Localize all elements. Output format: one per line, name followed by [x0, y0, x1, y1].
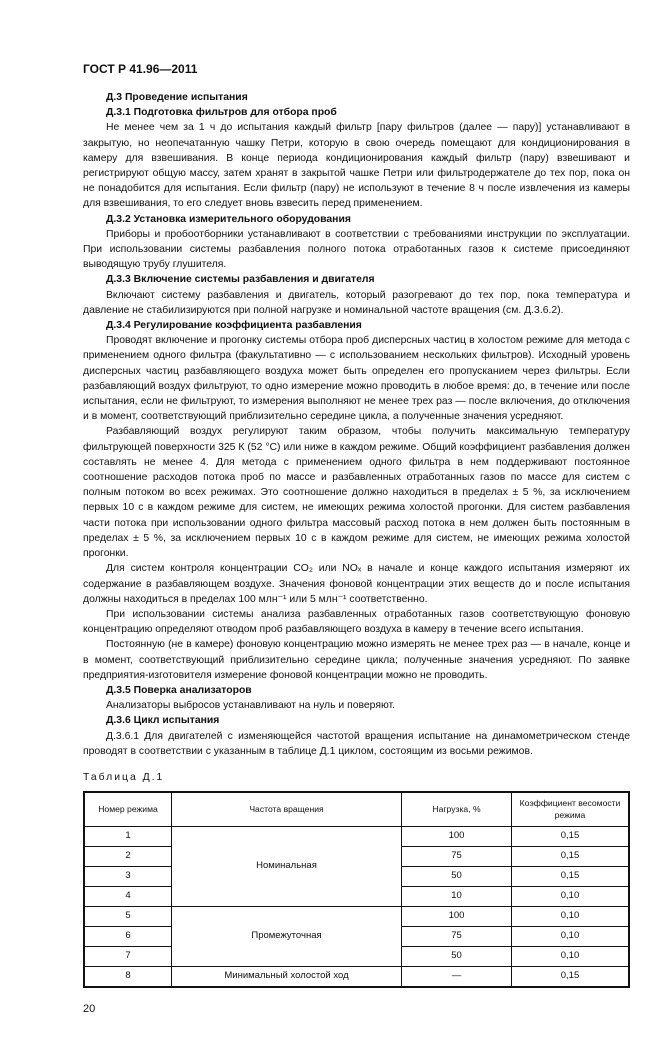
paragraph: Анализаторы выбросов устанавливают на нуль и поверяют. [106, 700, 396, 712]
table-cell: 0,15 [512, 866, 630, 886]
section-heading: Д.3.4 Регулирование коэффициента разбавления [106, 320, 362, 332]
table-cell: 10 [402, 886, 512, 906]
section-heading: Д.3.1 Подготовка фильтров для отбора проб [106, 107, 337, 119]
section-heading: Д.3.2 Установка измерительного оборудования [106, 213, 351, 225]
table-cell: 1 [84, 826, 172, 846]
table-cell: Номинальная [172, 826, 402, 906]
document-header: ГОСТ Р 41.96—2011 [83, 62, 198, 76]
table-cell: 3 [84, 866, 172, 886]
table-cell: — [402, 966, 512, 987]
table-caption: Таблица Д.1 [83, 771, 165, 783]
table-row [84, 826, 629, 846]
paragraph: Включают систему разбавления и двигатель, который разогревают до тех пор, пока температура и давление не стабилизируются при полной нагрузке и номинальной частоте вращения (см. Д.3.6.2). [83, 289, 630, 316]
table-cell: 0,10 [512, 926, 630, 946]
table-cell: 75 [402, 846, 512, 866]
table-cell: 75 [402, 926, 512, 946]
paragraph: Постоянную (не в камере) фоновую концентрацию можно измерять не менее трех раз — в начале, конце и в момент, соответствующий приблизительно середине цикла; полученные значения усредняют. По заявке предприятия-изготовителя измерение фоновой концентрации можно не проводить. [83, 639, 630, 681]
table-cell: Промежуточная [172, 906, 402, 966]
table-cell: 50 [402, 946, 512, 966]
col-header: Частота вращения [172, 792, 402, 827]
col-header: Нагрузка, % [402, 792, 512, 827]
paragraph: Проводят включение и прогонку системы отбора проб дисперсных частиц в холостом режиме для метода с применением одного фильтра (факультативно — с использованием нескольких фильтров). Исходный уровень дисперсных частиц разбавляющего воздуха может быть определен его пропусканием через фильтры. Если разбавляющий воздух фильтруют, то одно измерение можно проводить в любое время: до, в течение или после испытания, если не фильтруют, то измерения выполняют не менее трех раз — после включения, до отключения и в момент, соответствующий приблизительно середине цикла, а полученные значения усредняют. [83, 335, 630, 423]
table-row [84, 906, 629, 926]
paragraph: Приборы и пробоотборники устанавливают в соответствии с требованиями инструкции по эксплуатации. При использовании системы разбавления полного потока отработанных газов к системе присоединяют выводящую трубу глушителя. [83, 228, 630, 271]
section-heading: Д.3.6 Цикл испытания [106, 715, 220, 727]
paragraph: При использовании системы анализа разбавленных отработанных газов соответствующую фоновую концентрацию определяют отводом проб разбавляющего воздуха в камеру в течение всего испытания. [83, 608, 630, 636]
page-number: 20 [83, 1002, 96, 1015]
col-header: Коэффициент весомости режима [512, 792, 630, 827]
table-cell: 5 [84, 906, 172, 926]
table-cell: 6 [84, 926, 172, 946]
paragraph: Д.3.6.1 Для двигателей с изменяющейся частотой вращения испытание на динамометрическом стенде проводят в соответствии с указанным в таблице Д.1 циклом, состоящим из восьми режимов. [83, 730, 630, 757]
section-heading: Д.3.5 Поверка анализаторов [106, 684, 252, 696]
table-cell: 100 [402, 826, 512, 846]
section-heading: Д.3.3 Включение системы разбавления и двигателя [106, 274, 375, 286]
document-body [83, 90, 630, 759]
col-header: Номер режима [84, 792, 172, 827]
table-cell: 50 [402, 866, 512, 886]
section-heading: Д.3 Проведение испытания [106, 92, 248, 103]
table-d1 [83, 791, 630, 988]
table-cell: 2 [84, 846, 172, 866]
paragraph: Разбавляющий воздух регулируют таким образом, чтобы получить максимальную температуру фильтрующей поверхности 325 К (52 °С) или ниже в каждом режиме. Общий коэффициент разбавления должен составлять не менее 4. Для метода с применением одного фильтра в нем поддерживают постоянное соотношение расходов потока проб по массе и разбавленных отработанных газов по массе для систем с полным потоком во всех режимах. Это соотношение должно находиться в пределах ± 5 %, за исключением первых 10 с в каждом режиме для систем, не имеющих режима холостой прогонки. Для систем разбавления части потока при использовании одного фильтра массовый расход потока в нем должен быть постоянным в пределах ± 5 %, за исключением первых 10 с в каждом режиме для систем, не имеющих режима холостой прогонки. [83, 426, 630, 560]
table-cell: 0,10 [512, 946, 630, 966]
table-cell: 0,10 [512, 886, 630, 906]
table-cell: Минимальный холостой ход [172, 966, 402, 987]
paragraph: Для систем контроля концентрации CO₂ или NOₓ в начале и конце каждого испытания измеряют их содержание в разбавляющем воздухе. Значения фоновой концентрации этих веществ до и после испытания должны находиться в пределах 100 млн⁻¹ или 5 млн⁻¹ соответственно. [83, 563, 630, 605]
table-cell: 4 [84, 886, 172, 906]
table-cell: 0,10 [512, 906, 630, 926]
table-cell: 7 [84, 946, 172, 966]
table-cell: 0,15 [512, 966, 630, 987]
paragraph: Не менее чем за 1 ч до испытания каждый фильтр [пару фильтров (далее — пару)] устанавливают в закрытую, но неопечатанную чашку Петри, которую в свою очередь помещают для кондиционирования в камеру для взвешивания. В конце периода кондиционирования каждый фильтр (пару) взвешивают и регистрируют общую массу, затем хранят в закрытой чашке Петри или фильтродержателе до тех пор, пока он не понадобится для испытания. Если фильтр (пару) не используют в течение 8 ч после извлечения из камеры для взвешивания, то его следует вновь взвесить перед применением. [83, 122, 630, 210]
table-cell: 0,15 [512, 826, 630, 846]
table-cell: 0,15 [512, 846, 630, 866]
table-cell: 100 [402, 906, 512, 926]
table-row [84, 966, 629, 987]
table-cell: 8 [84, 966, 172, 987]
table-header-row [84, 792, 629, 827]
